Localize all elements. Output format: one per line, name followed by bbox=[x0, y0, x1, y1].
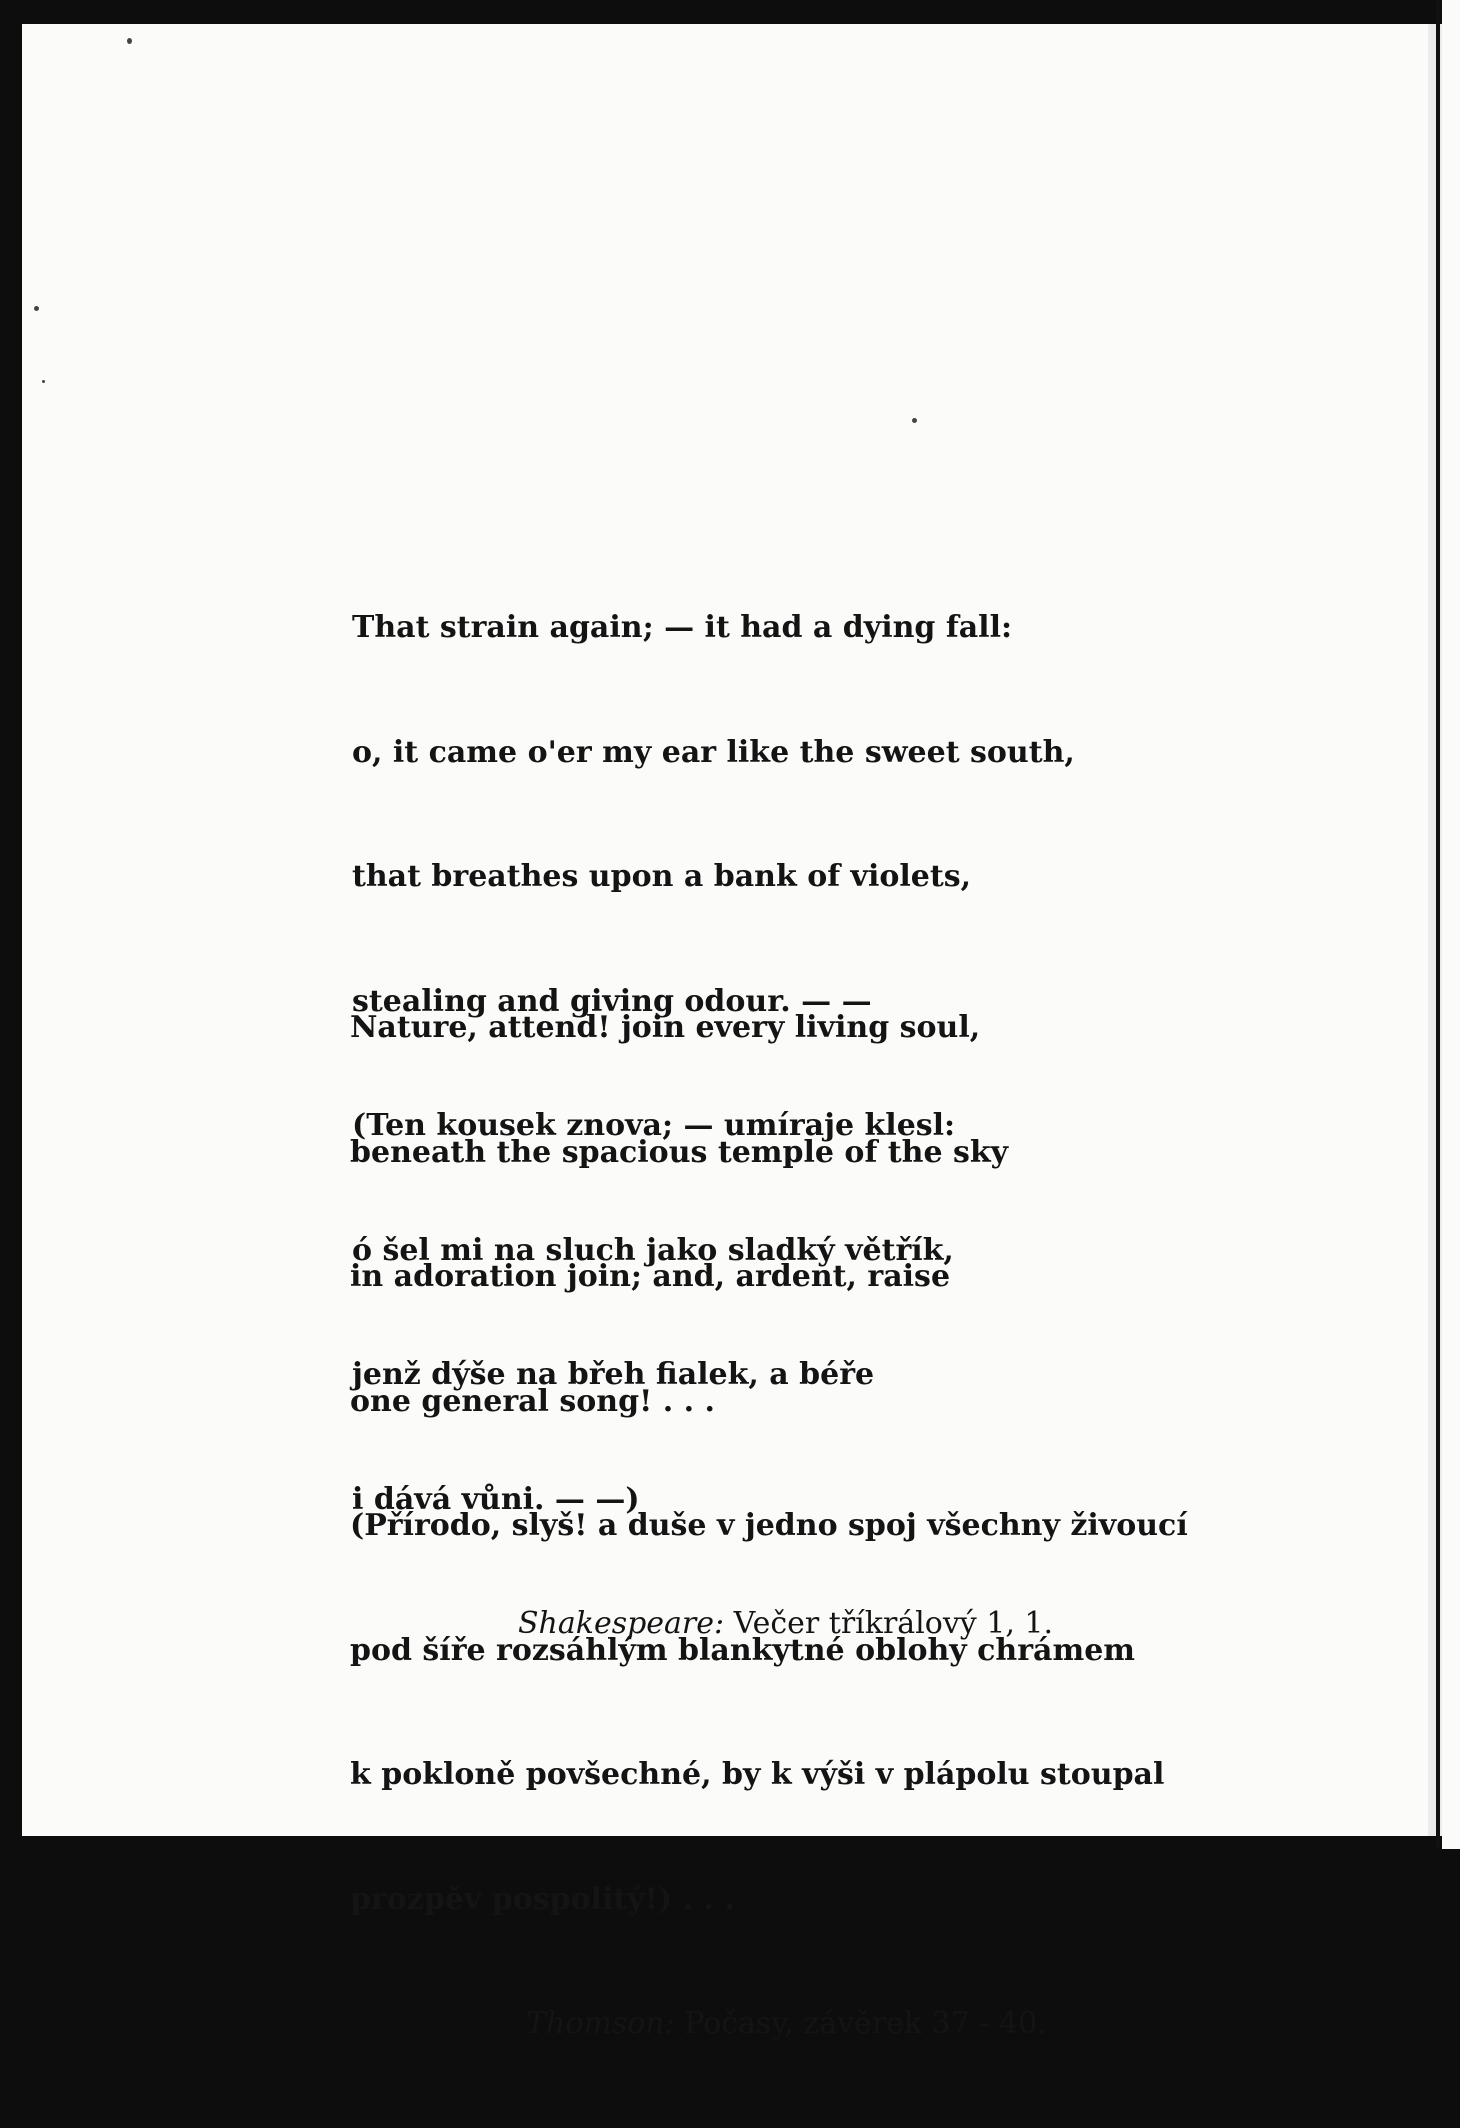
binding-line bbox=[1436, 0, 1440, 1849]
verse-line: Nature, attend! join every living soul, bbox=[350, 1010, 981, 1045]
attribution-author: Shakespeare: bbox=[518, 1606, 725, 1641]
verse-line: i dává vůni. — —) bbox=[352, 1481, 640, 1517]
verse-line: o, it came o'er my ear like the sweet south, bbox=[352, 734, 1075, 770]
attribution-source: Večer tříkrálový 1, 1. bbox=[724, 1606, 1054, 1641]
verse-line: (Přírodo, slyš! a duše v jedno spoj všechny živoucí bbox=[350, 1508, 1188, 1543]
verse-line: pod šíře rozsáhlým blankytné oblohy chrámem bbox=[350, 1632, 1136, 1668]
attribution-author: Thomson: bbox=[526, 2006, 675, 2041]
attribution bbox=[350, 2003, 1188, 2045]
speck bbox=[34, 306, 39, 311]
verse-line: jenž dýše na břeh fialek, a béře bbox=[352, 1357, 875, 1392]
speck bbox=[127, 38, 132, 44]
speck bbox=[912, 418, 917, 423]
quote-thomson bbox=[350, 924, 1188, 2128]
verse-line: k pokloně povšechné, by k výši v plápolu stoupal bbox=[350, 1757, 1165, 1792]
speck bbox=[42, 380, 45, 383]
page-edge bbox=[1442, 0, 1460, 1849]
verse-line: ó šel mi na sluch jako sladký větřík, bbox=[352, 1232, 954, 1268]
attribution-source: Počasy, závěrek 37 - 40. bbox=[674, 2006, 1047, 2041]
verse-line: prozpěv pospolitý!) . . . bbox=[350, 1881, 735, 1917]
verse-line: (Ten kousek znova; — umíraje klesl: bbox=[352, 1108, 956, 1143]
verse-line: beneath the spacious temple of the sky bbox=[350, 1134, 1009, 1170]
verse-line: stealing and giving odour. — — bbox=[352, 983, 872, 1019]
verse-line: That strain again; — it had a dying fall: bbox=[352, 610, 1013, 645]
verse-line: that breathes upon a bank of violets, bbox=[352, 859, 972, 894]
verse-line: one general song! . . . bbox=[350, 1383, 715, 1419]
verse-line: in adoration join; and, ardent, raise bbox=[350, 1259, 951, 1294]
